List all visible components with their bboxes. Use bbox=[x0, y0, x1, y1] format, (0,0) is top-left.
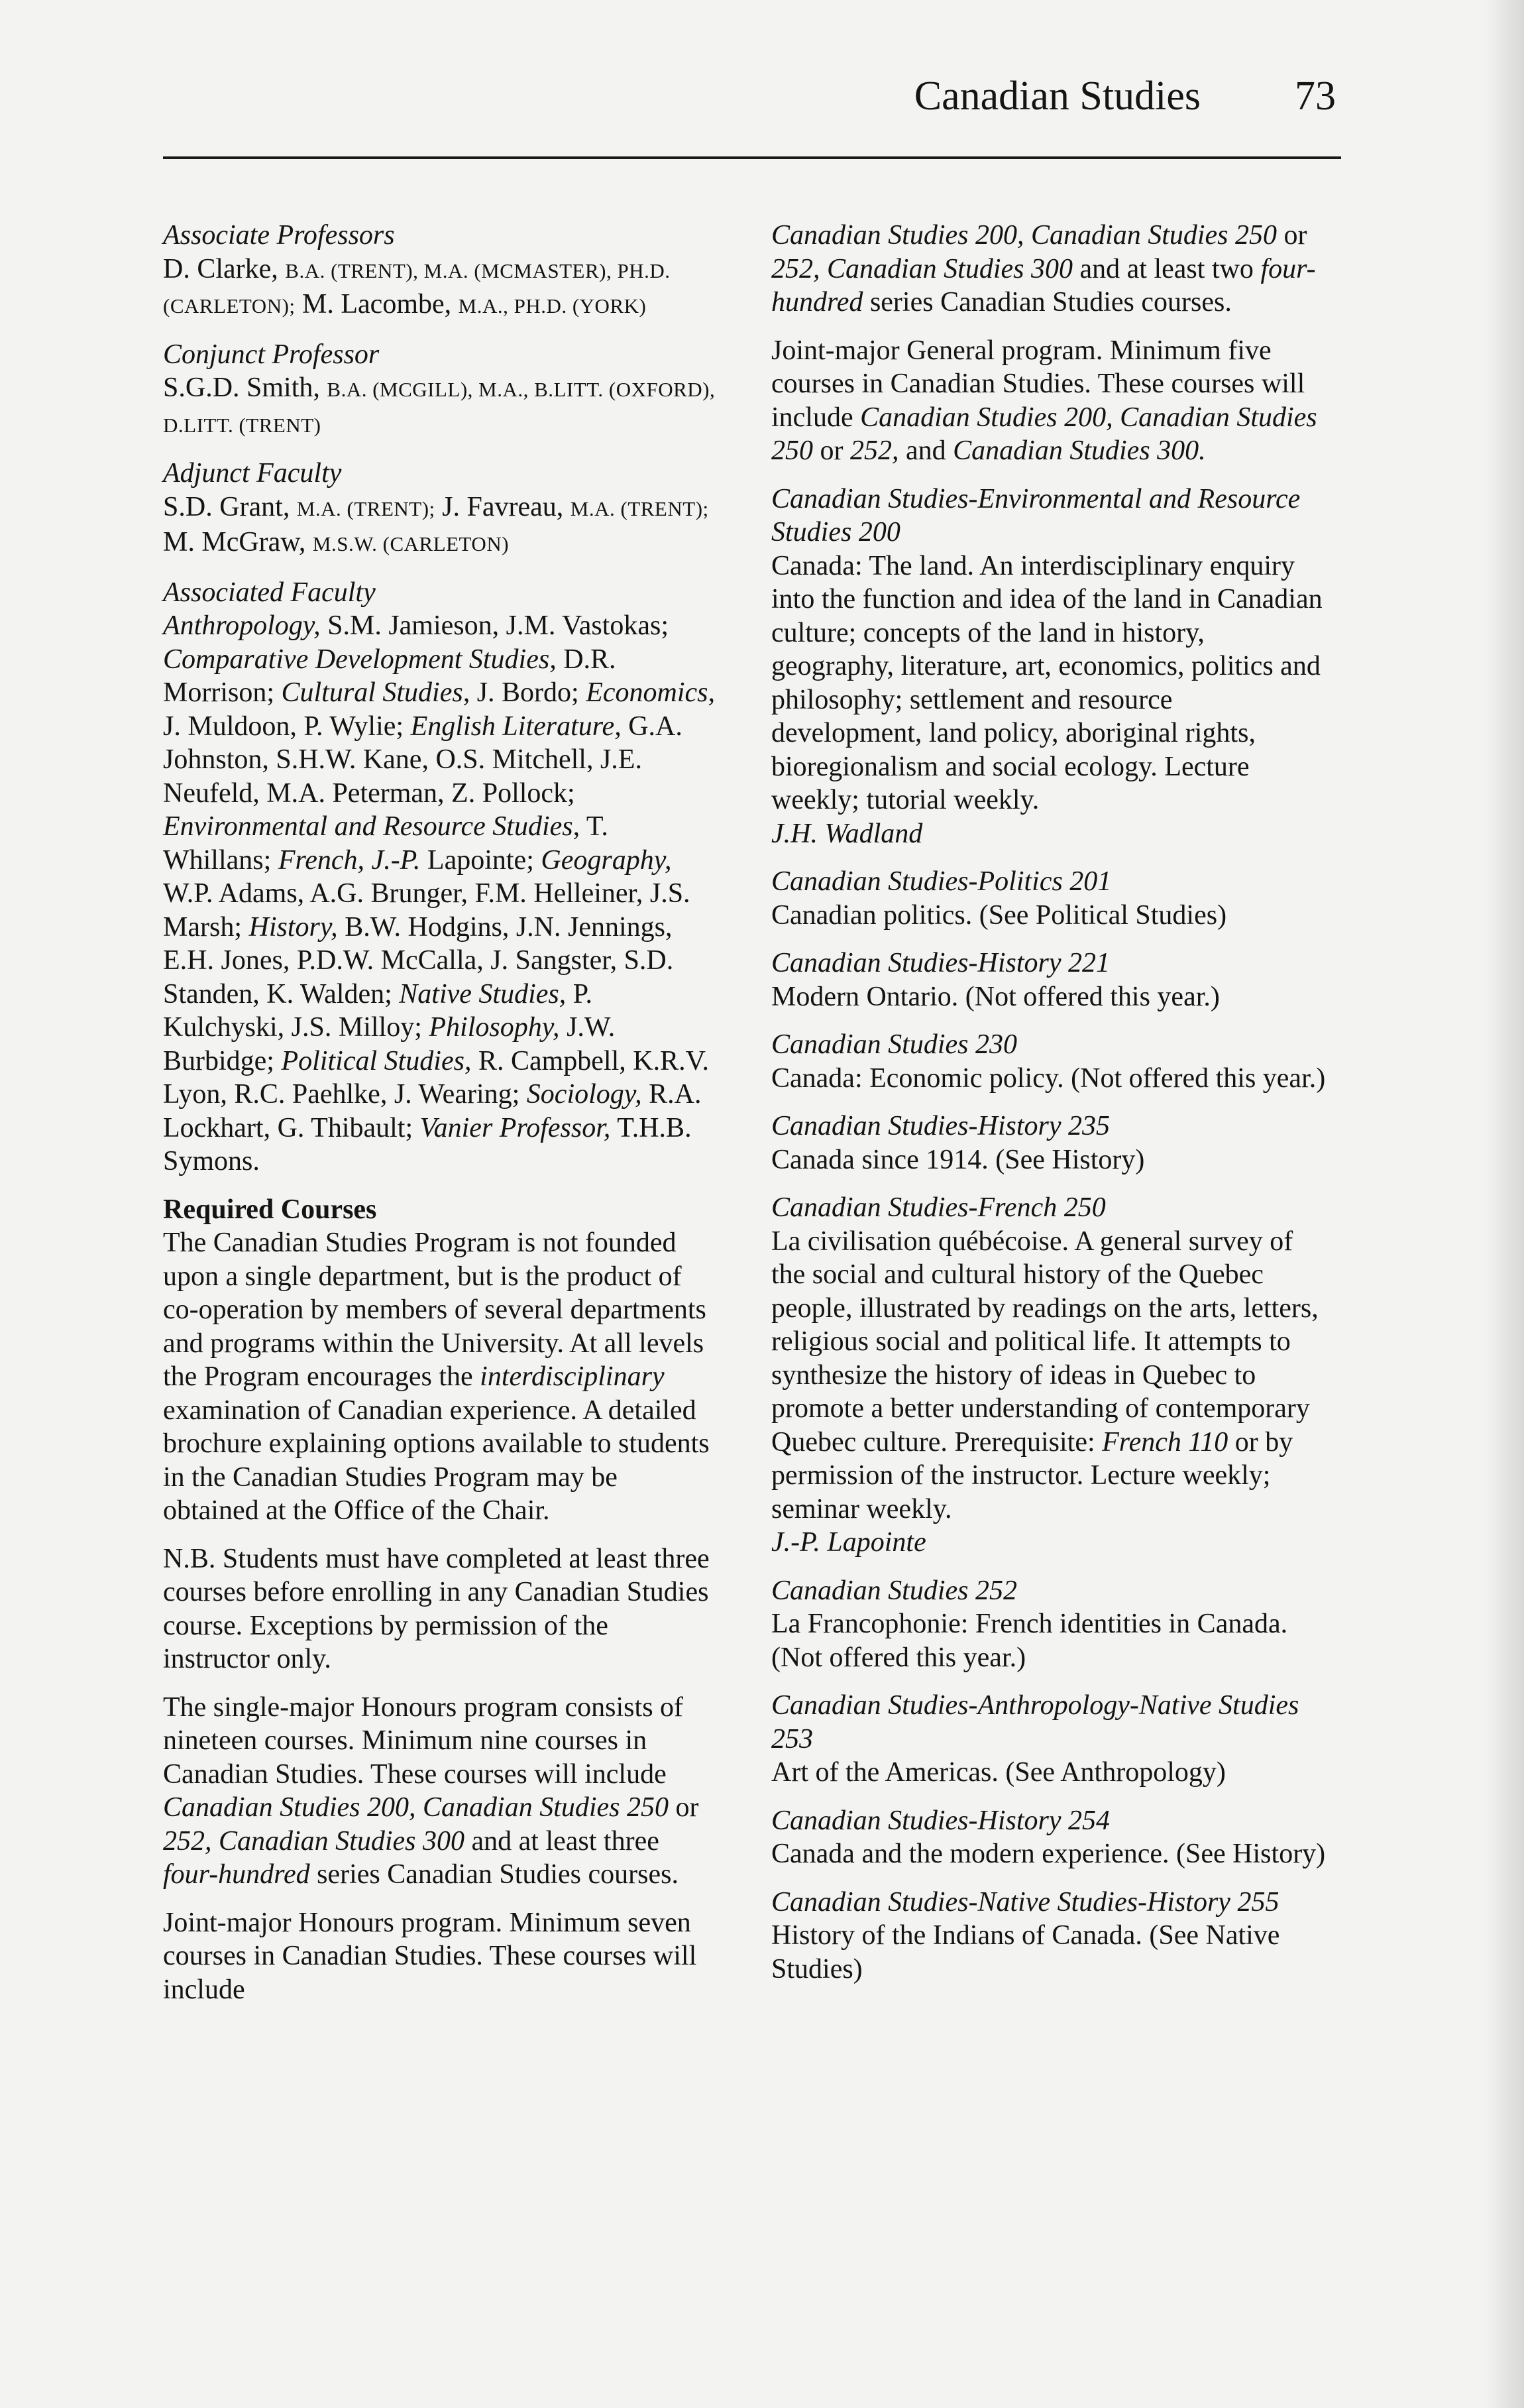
paragraph-text: or bbox=[1283, 220, 1307, 251]
department-faculty: B.W. Hodgins, J.N. Jennings, E.H. Jones, P.D.W. McCalla, J. Sangster, S.D. Standen, K. Walden; bbox=[163, 911, 674, 1009]
single-major-honours-paragraph bbox=[163, 1691, 720, 1892]
department-faculty: W.P. Adams, A.G. Brunger, F.M. Helleiner, J.S. Marsh; bbox=[163, 878, 690, 943]
department-faculty: J. Bordo; bbox=[476, 677, 579, 708]
department-faculty: G.A. Johnston, S.H.W. Kane, O.S. Mitchell, J.E. Neufeld, M.A. Peterman, Z. Pollock; bbox=[163, 711, 682, 809]
course-entry-221 bbox=[771, 946, 1328, 1013]
course-reference: 252, bbox=[850, 435, 899, 466]
faculty-credentials: M.A., PH.D. (YORK) bbox=[458, 294, 647, 317]
course-title: Canadian Studies 230 bbox=[771, 1029, 1018, 1060]
running-title: Canadian Studies bbox=[914, 74, 1201, 119]
paragraph-text: and at least three bbox=[471, 1825, 659, 1857]
conjunct-professor-section bbox=[163, 338, 720, 443]
faculty-credentials: B.A. (TRENT), M.A. (MCMASTER), PH.D. (CARLETON); bbox=[163, 258, 671, 317]
course-title: Canadian Studies-Native Studies-History 255 bbox=[771, 1886, 1279, 1918]
paragraph-text: and bbox=[906, 435, 946, 466]
faculty-name: M. McGraw, bbox=[163, 527, 306, 557]
paragraph-text: series Canadian Studies courses. bbox=[317, 1859, 679, 1890]
paragraph-text: Joint-major General program. Minimum five courses in Canadian Studies. These courses will include bbox=[771, 335, 1305, 433]
faculty-name: M. Lacombe, bbox=[302, 289, 452, 319]
course-entry-235 bbox=[771, 1110, 1328, 1176]
required-courses-heading: Required Courses bbox=[163, 1194, 377, 1225]
course-reference: Canadian Studies 200, Canadian Studies 250 bbox=[771, 220, 1278, 251]
page-number: 73 bbox=[1295, 74, 1336, 119]
course-entry-254 bbox=[771, 1804, 1328, 1871]
right-column bbox=[771, 219, 1328, 2000]
section-heading: Adjunct Faculty bbox=[163, 458, 342, 488]
faculty-name: D. Clarke, bbox=[163, 253, 278, 284]
paragraph-text: The single-major Honours program consists of nineteen courses. Minimum nine courses in Canadian Studies. These courses will include bbox=[163, 1691, 684, 1790]
course-title: Canadian Studies-Anthropology-Native Studies 253 bbox=[771, 1690, 1299, 1754]
course-entry-252 bbox=[771, 1574, 1328, 1675]
paragraph-text: or bbox=[820, 435, 844, 466]
department-faculty: T. Whillans; bbox=[163, 811, 608, 876]
department-name: Geography, bbox=[541, 844, 672, 876]
department-faculty: R.A. Lockhart, G. Thibault; bbox=[163, 1079, 702, 1143]
course-description: Canada since 1914. (See History) bbox=[771, 1144, 1145, 1175]
faculty-name: S.G.D. Smith, bbox=[163, 373, 320, 403]
course-reference: 252, Canadian Studies 300 bbox=[771, 253, 1073, 284]
faculty-name: S.D. Grant, bbox=[163, 491, 290, 522]
course-description: Canada and the modern experience. (See History) bbox=[771, 1839, 1326, 1869]
department-name: Anthropology, bbox=[163, 610, 321, 641]
course-description: La civilisation québécoise. A general survey of the social and cultural history of the Quebec people, illustrated by readings on the arts, letters, religious social and political life. It attempts to synthesize the history of ideas in Quebec to promote a better understanding of contemporary Quebec culture. Prerequisite: bbox=[771, 1226, 1319, 1458]
faculty-credentials: B.A. (MCGILL), M.A., B.LITT. (OXFORD), D.LITT. (TRENT) bbox=[163, 378, 716, 437]
course-reference: 252, Canadian Studies 300 bbox=[163, 1825, 465, 1857]
course-entry-255 bbox=[771, 1886, 1328, 1986]
section-heading: Associated Faculty bbox=[163, 577, 376, 608]
paragraph-text: or bbox=[675, 1792, 699, 1823]
course-title: Canadian Studies-Politics 201 bbox=[771, 866, 1112, 897]
department-name: Economics, bbox=[586, 677, 716, 708]
prerequisite-note bbox=[163, 1542, 720, 1676]
department-faculty: J.W. Burbidge; bbox=[163, 1012, 616, 1076]
department-name: French, bbox=[278, 844, 365, 876]
course-title: Canadian Studies-French 250 bbox=[771, 1192, 1106, 1223]
course-reference: Canadian Studies 200, Canadian Studies 250 bbox=[771, 402, 1317, 466]
department-faculty: S.M. Jamieson, J.M. Vastokas; bbox=[327, 610, 669, 641]
joint-major-general-paragraph bbox=[771, 334, 1328, 468]
department-faculty: R. Campbell, K.R.V. Lyon, R.C. Paehlke, J. Wearing; bbox=[163, 1045, 710, 1110]
course-description: Art of the Americas. (See Anthropology) bbox=[771, 1757, 1226, 1788]
joint-major-honours-paragraph bbox=[163, 1906, 720, 2007]
course-description: Modern Ontario. (Not offered this year.) bbox=[771, 981, 1220, 1012]
faculty-credentials: M.S.W. (CARLETON) bbox=[312, 532, 510, 555]
section-heading: Associate Professors bbox=[163, 220, 395, 251]
course-entry-201 bbox=[771, 865, 1328, 932]
paragraph-text: examination of Canadian experience. A detailed brochure explaining options available to students in the Canadian Studies Program may be obtained at the Office of the Chair. bbox=[163, 1395, 710, 1526]
paragraph-emphasis: four-hundred bbox=[771, 253, 1316, 317]
course-title: Canadian Studies-History 235 bbox=[771, 1111, 1110, 1141]
course-entry-253 bbox=[771, 1689, 1328, 1790]
course-title: Canadian Studies-Environmental and Resource Studies 200 bbox=[771, 483, 1301, 547]
associate-professors-section bbox=[163, 219, 720, 323]
department-name: Native Studies, bbox=[399, 978, 567, 1009]
paragraph-text: Joint-major Honours program. Minimum seven courses in Canadian Studies. These courses will include bbox=[163, 1907, 697, 2005]
page-edge-shadow bbox=[1484, 0, 1524, 2408]
course-description: History of the Indians of Canada. (See Native Studies) bbox=[771, 1920, 1280, 1984]
department-faculty: J. Muldoon, P. Wylie; bbox=[163, 711, 404, 742]
course-description: or by permission of the instructor. Lecture weekly; seminar weekly. bbox=[771, 1426, 1293, 1524]
page-header bbox=[163, 66, 1340, 146]
department-faculty: P. Kulchyski, J.S. Milloy; bbox=[163, 978, 592, 1043]
course-instructor: J.H. Wadland bbox=[771, 818, 923, 849]
department-name: Sociology, bbox=[526, 1079, 642, 1110]
adjunct-faculty-section bbox=[163, 457, 720, 561]
paragraph-text: series Canadian Studies courses. bbox=[869, 287, 1232, 317]
department-name: Political Studies, bbox=[281, 1045, 472, 1076]
course-description: Canada: The land. An interdisciplinary enquiry into the function and idea of the land in Canadian culture; concepts of the land in history, geography, literature, art, economics, politics and philosophy; settlement and resource development, land policy, aboriginal rights, bioregionalism and social ecology. Lecture weekly; tutorial weekly. bbox=[771, 550, 1323, 815]
section-heading: Conjunct Professor bbox=[163, 339, 380, 370]
course-instructor: J.-P. Lapointe bbox=[771, 1527, 926, 1558]
course-prerequisite: French 110 bbox=[1102, 1426, 1228, 1458]
department-faculty: Lapointe; bbox=[427, 844, 534, 876]
associated-faculty-section bbox=[163, 576, 720, 1178]
department-name: History, bbox=[248, 911, 338, 943]
faculty-name: J. Favreau, bbox=[442, 491, 564, 522]
header-rule bbox=[163, 156, 1341, 159]
course-description: Canada: Economic policy. (Not offered this year.) bbox=[771, 1062, 1326, 1094]
department-name: Comparative Development Studies, bbox=[163, 644, 557, 675]
department-faculty: T.H.B. Symons. bbox=[163, 1112, 692, 1176]
course-description: Canadian politics. (See Political Studies) bbox=[771, 899, 1227, 931]
department-faculty: D.R. Morrison; bbox=[163, 644, 616, 708]
course-reference: Canadian Studies 200, Canadian Studies 250 bbox=[163, 1792, 669, 1823]
course-title: Canadian Studies 252 bbox=[771, 1575, 1018, 1606]
faculty-credentials: M.A. (TRENT); bbox=[296, 496, 435, 520]
course-entry-200 bbox=[771, 483, 1328, 851]
course-description: La Francophonie: French identities in Canada. (Not offered this year.) bbox=[771, 1609, 1288, 1673]
department-name: Environmental and Resource Studies, bbox=[163, 811, 580, 842]
department-name: Philosophy, bbox=[429, 1012, 560, 1043]
course-entry-230 bbox=[771, 1028, 1328, 1095]
department-name: Vanier Professor, bbox=[419, 1112, 611, 1143]
course-entry-250 bbox=[771, 1191, 1328, 1560]
course-reference: Canadian Studies 300. bbox=[953, 435, 1206, 466]
department-faculty-initials: J.-P. bbox=[371, 844, 421, 876]
paragraph-emphasis: four-hundred bbox=[163, 1859, 310, 1890]
course-title: Canadian Studies-History 221 bbox=[771, 948, 1110, 978]
paragraph-text: The Canadian Studies Program is not founded upon a single department, but is the product of co-operation by members of several departments and programs within the University. At all levels the Program encourages the bbox=[163, 1228, 706, 1392]
left-column bbox=[163, 219, 720, 2021]
paragraph-emphasis: interdisciplinary bbox=[480, 1361, 665, 1392]
course-title: Canadian Studies-History 254 bbox=[771, 1805, 1110, 1836]
paragraph-text: and at least two bbox=[1079, 253, 1254, 284]
paragraph-text: N.B. Students must have completed at least three courses before enrolling in any Canadian Studies course. Exceptions by permission of the instructor only. bbox=[163, 1543, 710, 1674]
department-name: English Literature, bbox=[410, 711, 622, 742]
required-courses-intro bbox=[163, 1193, 720, 1528]
joint-major-honours-continued bbox=[771, 219, 1328, 319]
department-name: Cultural Studies, bbox=[281, 677, 470, 708]
faculty-credentials: M.A. (TRENT); bbox=[570, 496, 709, 520]
